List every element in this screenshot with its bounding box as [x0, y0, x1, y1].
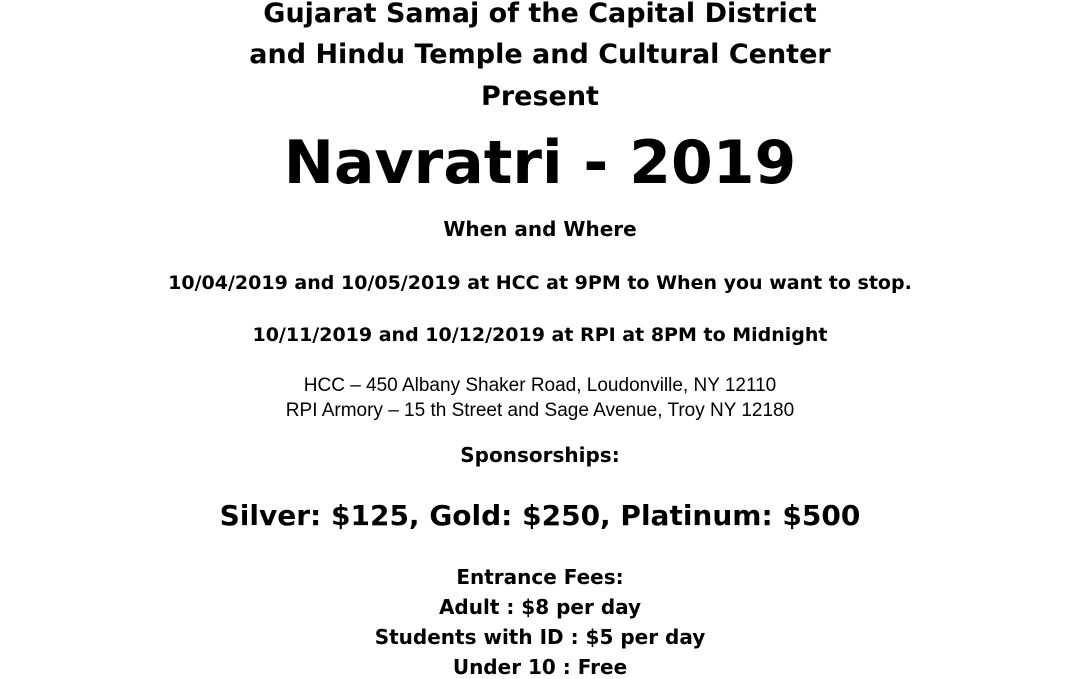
date-line-rpi: 10/11/2019 and 10/12/2019 at RPI at 8PM to Midnight: [252, 324, 828, 346]
present-line: Present: [481, 81, 599, 112]
sponsorship-tiers: Silver: $125, Gold: $250, Platinum: $500: [219, 499, 861, 532]
organizer-line-2: and Hindu Temple and Cultural Center: [249, 39, 831, 70]
venue-hcc-address: HCC – 450 Albany Shaker Road, Loudonville, NY 12110: [303, 375, 777, 396]
fee-under-10: Under 10 : Free: [452, 655, 628, 679]
event-title: Navratri - 2019: [283, 128, 797, 198]
fee-students: Students with ID : $5 per day: [374, 625, 706, 649]
when-where-heading: When and Where: [443, 217, 637, 241]
entrance-fees-heading: Entrance Fees:: [456, 565, 624, 589]
venue-rpi-address: RPI Armory – 15 th Street and Sage Avenue, Troy NY 12180: [285, 400, 795, 421]
date-line-hcc: 10/04/2019 and 10/05/2019 at HCC at 9PM to When you want to stop.: [168, 272, 912, 294]
fee-adult: Adult : $8 per day: [438, 595, 642, 619]
sponsorships-heading: Sponsorships:: [460, 443, 620, 467]
organizer-line-1: Gujarat Samaj of the Capital District: [263, 0, 817, 29]
